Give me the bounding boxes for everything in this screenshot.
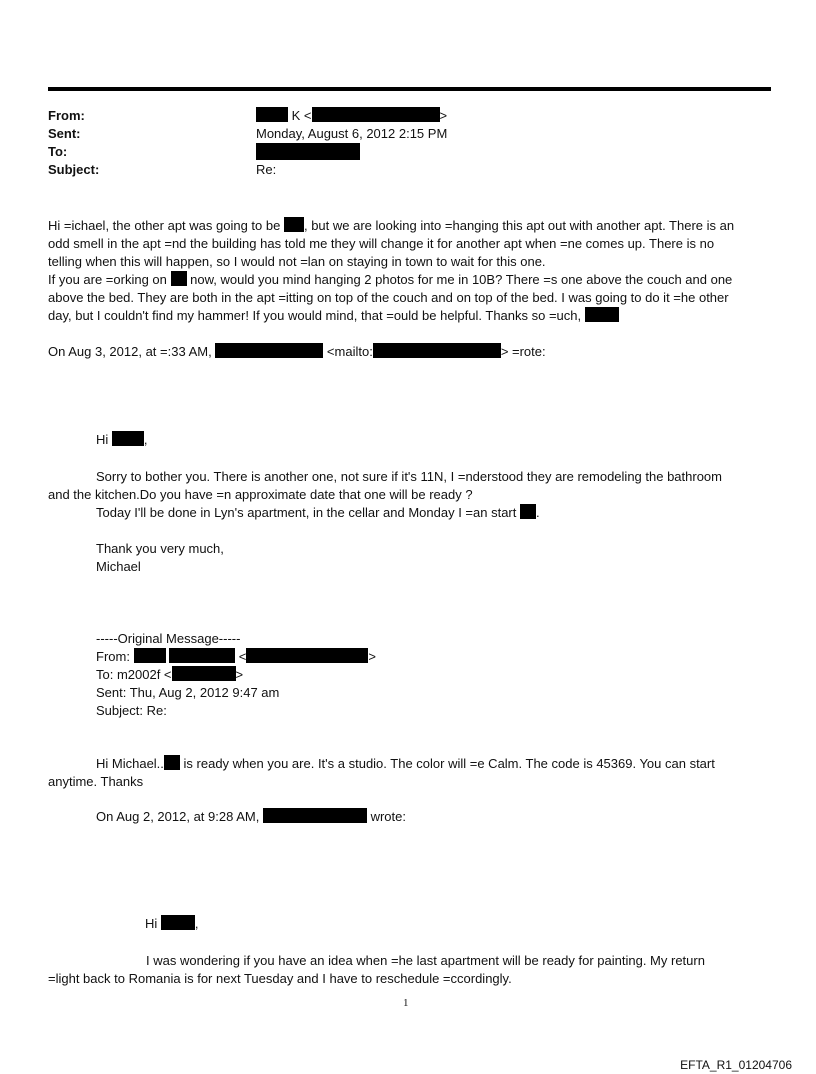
text: , xyxy=(194,916,199,931)
text: wrote: xyxy=(366,809,406,824)
text: Hi =ichael, the other apt was going to be xyxy=(48,218,284,233)
reply-line xyxy=(48,307,734,325)
text: Today I'll be done in Lyn's apartment, in the cellar and Monday I =an start xyxy=(96,505,520,520)
text: is ready when you are. It's a studio. The color will =e Calm. The code is 45369. You can start xyxy=(179,756,715,771)
text: If you are =orking on xyxy=(48,272,171,287)
text: On Aug 3, 2012, at =:33 AM, xyxy=(48,344,216,359)
original-message-title: -----Original Message----- xyxy=(96,631,241,646)
from-close: > xyxy=(439,108,448,123)
redaction-bar xyxy=(246,648,368,663)
page-number: 1 xyxy=(403,997,409,1009)
msg2-wrote xyxy=(96,808,406,826)
text: day, but I couldn't find my hammer! If you would mind, that =ould be helpful. Thanks so =uch, xyxy=(48,308,585,323)
redaction-bar xyxy=(169,648,235,663)
reply-body xyxy=(48,217,734,325)
from-label: From: xyxy=(48,108,85,123)
text: > xyxy=(235,667,244,682)
orig-sent: Sent: Thu, Aug 2, 2012 9:47 am xyxy=(96,685,280,700)
redaction-bar xyxy=(134,648,166,663)
text: From: xyxy=(96,649,134,664)
text: . xyxy=(535,505,540,520)
from-row xyxy=(48,107,748,125)
msg2-line: anytime. Thanks xyxy=(48,774,144,789)
text: > xyxy=(368,649,376,664)
reply-line: above the bed. They are both in the apt =itting on top of the couch and on top of the bed. I was going to do it =he other xyxy=(48,290,729,305)
redaction-bar xyxy=(256,107,288,122)
redaction-bar xyxy=(161,915,195,930)
quote-line-1 xyxy=(48,343,546,361)
redaction-bar xyxy=(520,504,536,519)
orig-subject: Subject: Re: xyxy=(96,703,167,718)
from-value xyxy=(256,107,447,125)
text: To: m2002f < xyxy=(96,667,172,682)
email-header xyxy=(48,107,748,179)
reply-line xyxy=(48,217,734,235)
text: Hi Michael.. xyxy=(96,756,164,771)
text: , but we are looking into =hanging this apt out with another apt. There is an xyxy=(303,218,735,233)
msg3-line: I was wondering if you have an idea when =he last apartment will be ready for painting. My return xyxy=(146,953,705,968)
redaction-bar xyxy=(256,143,360,160)
subject-row xyxy=(48,161,748,179)
text: Hi xyxy=(96,432,112,447)
msg1-line: Sorry to bother you. There is another one, not sure if it's 11N, I =nderstood they are remodeling the bathroom xyxy=(96,469,722,484)
redaction-bar xyxy=(263,808,367,823)
sent-value: Monday, August 6, 2012 2:15 PM xyxy=(256,126,448,141)
text: On Aug 2, 2012, at 9:28 AM, xyxy=(96,809,263,824)
redaction-bar xyxy=(112,431,144,446)
redaction-bar xyxy=(164,755,180,770)
redaction-bar xyxy=(373,343,501,358)
msg1-signature: Michael xyxy=(96,559,141,574)
greeting-2 xyxy=(145,915,199,933)
to-row xyxy=(48,143,748,161)
subject-value: Re: xyxy=(256,162,277,177)
header-rule xyxy=(48,87,771,91)
subject-label: Subject: xyxy=(48,162,100,177)
redaction-bar xyxy=(312,107,440,122)
reply-line xyxy=(48,271,734,289)
document-id: EFTA_R1_01204706 xyxy=(680,1058,792,1072)
redaction-bar xyxy=(172,666,236,681)
reply-line: odd smell in the apt =nd the building has told me they will change it for another apt when =ne comes up. There is no xyxy=(48,236,715,251)
sent-label: Sent: xyxy=(48,126,81,141)
redaction-bar xyxy=(215,343,323,358)
text: , xyxy=(143,432,148,447)
text: <mailto: xyxy=(323,344,373,359)
orig-to xyxy=(96,666,243,684)
sent-row xyxy=(48,125,748,143)
to-label: To: xyxy=(48,144,68,159)
msg2-line xyxy=(96,755,715,773)
msg1-thanks: Thank you very much, xyxy=(96,541,224,556)
text: > =rote: xyxy=(500,344,546,359)
text: Hi xyxy=(145,916,161,931)
text: < xyxy=(235,649,247,664)
redaction-bar xyxy=(284,217,304,232)
msg3-line: =light back to Romania is for next Tuesday and I have to reschedule =ccordingly. xyxy=(48,971,512,986)
from-initial: K < xyxy=(291,108,312,123)
orig-from xyxy=(96,648,376,666)
redaction-bar xyxy=(171,271,187,286)
msg1-line: and the kitchen.Do you have =n approximate date that one will be ready ? xyxy=(48,487,473,502)
reply-line: telling when this will happen, so I would not =lan on staying in town to wait for this one. xyxy=(48,254,546,269)
greeting-1 xyxy=(96,431,148,449)
text: now, would you mind hanging 2 photos for me in 10B? There =s one above the couch and one xyxy=(186,272,733,287)
msg1-line xyxy=(96,504,540,522)
redaction-bar xyxy=(585,307,619,322)
